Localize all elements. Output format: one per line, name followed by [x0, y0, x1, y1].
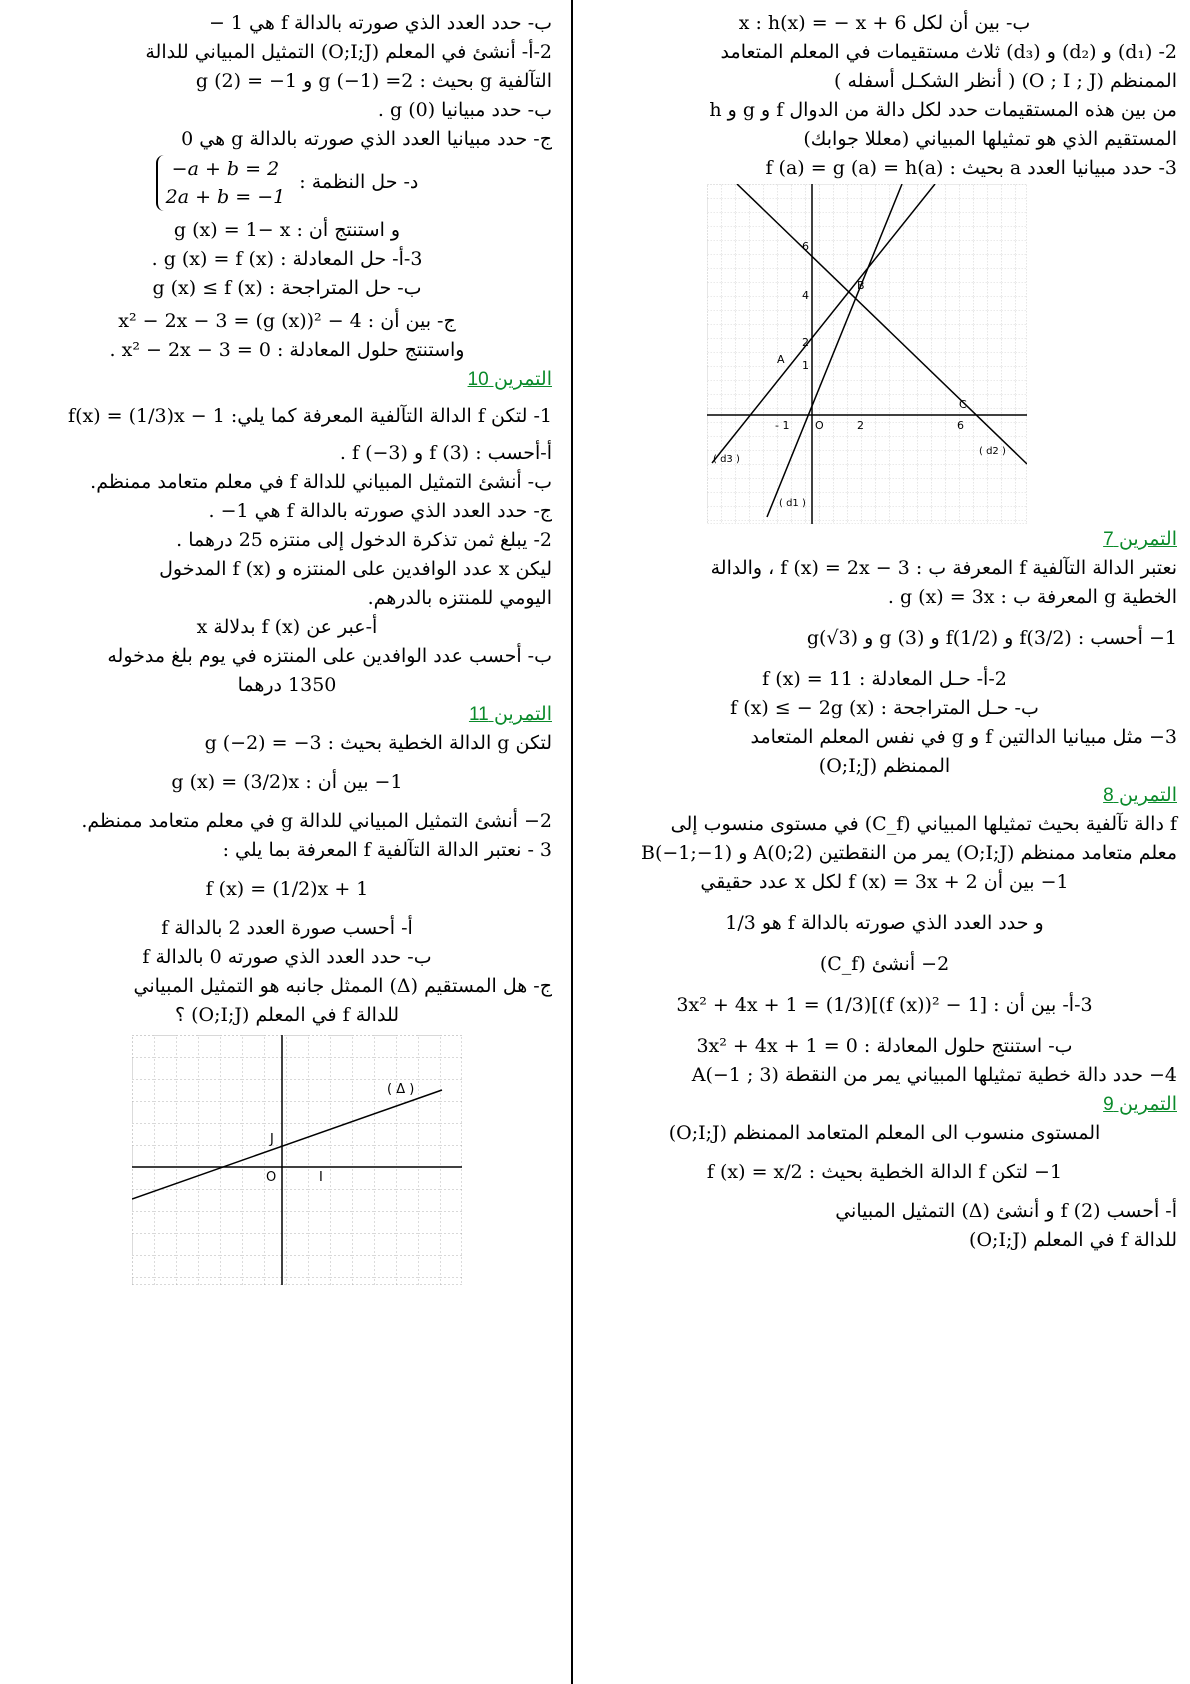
text-line: معلم متعامد ممنظم (O;I;J) يمر من النقطتين A(0;2) و B(−1;−1) — [641, 842, 1177, 864]
tick-y-2: 2 — [802, 336, 809, 349]
text-line: ب- حدد مبيانيا g (0) . — [377, 99, 552, 121]
tick-y-6: 6 — [802, 240, 809, 253]
graph-delta — [132, 1035, 462, 1285]
point-b-label: B — [857, 279, 865, 292]
tick-x-2: 2 — [857, 419, 864, 432]
exercise-9-title: التمرين 9 — [1103, 1094, 1177, 1115]
text-line: و حدد العدد الذي صورته بالدالة f هو 1/3 — [725, 912, 1044, 934]
text-line: و استنتج أن : g (x) = 1− x — [173, 219, 401, 241]
text-line: للدالة f في المعلم (O;I;J) — [969, 1229, 1177, 1251]
text-line: f (x) = (1/2)x + 1 — [205, 878, 369, 900]
point-a-label: A — [777, 353, 785, 366]
text-line: 3-أ- بين أن : 3x² + 4x + 1 = (1/3)[(f (x))² − 1] — [676, 994, 1093, 1016]
exercise-8-title: التمرين 8 — [1103, 785, 1177, 806]
text-line: أ-عبر عن f (x) بدلالة x — [196, 616, 378, 638]
text-line: واستنتج حلول المعادلة : x² − 2x − 3 = 0 . — [109, 339, 465, 361]
tick-x-6: 6 — [957, 419, 964, 432]
label-d1: ( d1 ) — [779, 498, 806, 509]
text-line: f دالة تآلفية بحيث تمثيلها المبياني (C_f) في مستوى منسوب إلى — [670, 813, 1177, 835]
text-line: نعتبر الدالة التآلفية f المعرفة ب : f (x) = 2x − 3 ، والدالة — [710, 557, 1177, 579]
text-line: 1- لتكن f الدالة التآلفية المعرفة كما يلي: f(x) = (1/3)x − 1 — [68, 405, 552, 427]
text-line: 1− بين أن : g (x) = (3/2)x — [171, 771, 403, 793]
text-line: 2-أ- أنشئ في المعلم (O;I;J) التمثيل المبياني للدالة — [145, 41, 552, 63]
text-line: أ- أحسب f (2) و أنشئ (Δ) التمثيل المبياني — [835, 1200, 1177, 1222]
text-line: ب- استنتج حلول المعادلة : 3x² + 4x + 1 = 0 — [696, 1035, 1073, 1057]
label-i: I — [319, 1170, 323, 1185]
text-line: 1350 درهما — [237, 674, 337, 696]
text-line: الخطية g المعرفة ب : g (x) = 3x . — [887, 586, 1177, 608]
graph-d1-d2-d3 — [707, 184, 1027, 524]
right-column — [592, 8, 1177, 1256]
text-line: ب- حدد العدد الذي صورته 0 بالدالة f — [142, 946, 432, 968]
text-line: المستقيم الذي هو تمثيلها المبياني (معللا جوابك) — [803, 128, 1177, 150]
text-line: 2- يبلغ ثمن تذكرة الدخول إلى منتزه 25 درهما . — [176, 529, 552, 551]
text-line: 2− أنشئ التمثيل المبياني للدالة g في معلم متعامد ممنظم. — [81, 810, 552, 832]
tick-y-4: 4 — [802, 289, 809, 302]
system-line — [22, 155, 552, 215]
system-label: د- حل النظمة : — [299, 171, 419, 193]
text-line: من بين هذه المستقيمات حدد لكل دالة من الدوال f و g و h — [709, 99, 1177, 121]
text-line: ليكن x عدد الوافدين على المنتزه و f (x) المدخول — [159, 558, 552, 580]
text-line: ج- حدد العدد الذي صورته بالدالة f هي 1− . — [208, 500, 552, 522]
text-line: 3- حدد مبيانيا العدد a بحيث : f (a) = g (a) = h(a) — [765, 157, 1177, 179]
text-line: ب- حدد العدد الذي صورته بالدالة f هي 1 − — [208, 12, 552, 34]
tick-origin: O — [815, 419, 824, 432]
text-line: ب- حـل المتراجحة : f (x) ≤ − 2g (x) — [730, 697, 1039, 719]
label-delta: ( Δ ) — [387, 1082, 415, 1097]
text-line: أ- أحسب صورة العدد 2 بالدالة f — [161, 917, 413, 939]
system-eq-1: −a + b = 2 — [171, 158, 280, 180]
text-line: 2-أ- حـل المعادلة : f (x) = 11 — [762, 668, 1007, 690]
text-line: 4− حدد دالة خطية تمثيلها المبياني يمر من النقطة A(−1 ; 3) — [691, 1064, 1177, 1086]
column-divider — [571, 0, 573, 1684]
text-line: ب- حل المتراجحة : g (x) ≤ f (x) — [152, 277, 422, 299]
text-line: الممنظم (O;I;J) — [818, 755, 951, 777]
text-line: ب- بين أن لكل x : h(x) = − x + 6 — [738, 12, 1031, 34]
text-line: ج- حدد مبيانيا العدد الذي صورته بالدالة g هي 0 — [181, 128, 552, 150]
text-line: 3 - نعتبر الدالة التآلفية f المعرفة بما يلي : — [222, 839, 552, 861]
exercise-11-title: التمرين 11 — [468, 704, 552, 725]
text-line: المستوى منسوب الى المعلم المتعامد الممنظم (O;I;J) — [668, 1122, 1101, 1144]
text-line: اليومي للمنتزه بالدرهم. — [367, 587, 552, 609]
text-line: أ-أحسب : f (3) و f (−3) . — [339, 442, 552, 464]
point-c-label: C — [959, 398, 967, 411]
system-eq-2: 2a + b = −1 — [165, 186, 286, 208]
label-d2: ( d2 ) — [979, 446, 1006, 457]
label-d3: ( d3 ) — [713, 454, 740, 465]
label-j: J — [270, 1132, 274, 1147]
text-line: 3-أ- حل المعادلة : g (x) = f (x) . — [151, 248, 423, 270]
text-line: ب- أحسب عدد الوافدين على المنتزه في يوم بلغ مدخوله — [107, 645, 552, 667]
exercise-10-title: التمرين 10 — [467, 369, 552, 390]
text-line: 1− بين أن f (x) = 3x + 2 لكل x عدد حقيقي — [700, 871, 1069, 893]
text-line: ج- هل المستقيم (Δ) الممثل جانبه هو التمثيل المبياني — [133, 975, 552, 997]
text-line: للدالة f في المعلم (O;I;J) ؟ — [174, 1004, 400, 1026]
text-line: التآلفية g بحيث : g (−1) =2 و g (2) = −1 — [195, 70, 552, 92]
tick-y-1: 1 — [802, 359, 809, 372]
text-line: ج- بين أن : x² − 2x − 3 = (g (x))² − 4 — [118, 310, 456, 332]
text-line: 1− أحسب : f(3/2) و f(1/2) و g (3) و g(√3) — [806, 627, 1177, 649]
text-line: 3− مثل مبيانيا الدالتين f و g في نفس المعلم المتعامد — [750, 726, 1177, 748]
equation-system — [156, 155, 294, 211]
tick-x-minus1: - 1 — [775, 419, 790, 432]
text-line: 2- (d₁) و (d₂) و (d₃) ثلاث مستقيمات في المعلم المتعامد — [720, 41, 1177, 63]
label-o: O — [266, 1170, 277, 1185]
left-column — [22, 8, 552, 1285]
text-line: 1− لتكن f الدالة الخطية بحيث : f (x) = x/2 — [706, 1161, 1063, 1183]
text-line: لتكن g الدالة الخطية بحيث : g (−2) = −3 — [204, 732, 552, 754]
text-line: الممنظم (O ; I ; J) ( أنظر الشكـل أسفله ) — [834, 70, 1177, 92]
exercise-7-title: التمرين 7 — [1103, 529, 1177, 550]
text-line: 2− أنشئ (C_f) — [819, 953, 950, 975]
text-line: ب- أنشئ التمثيل المبياني للدالة f في معلم متعامد ممنظم. — [90, 471, 552, 493]
